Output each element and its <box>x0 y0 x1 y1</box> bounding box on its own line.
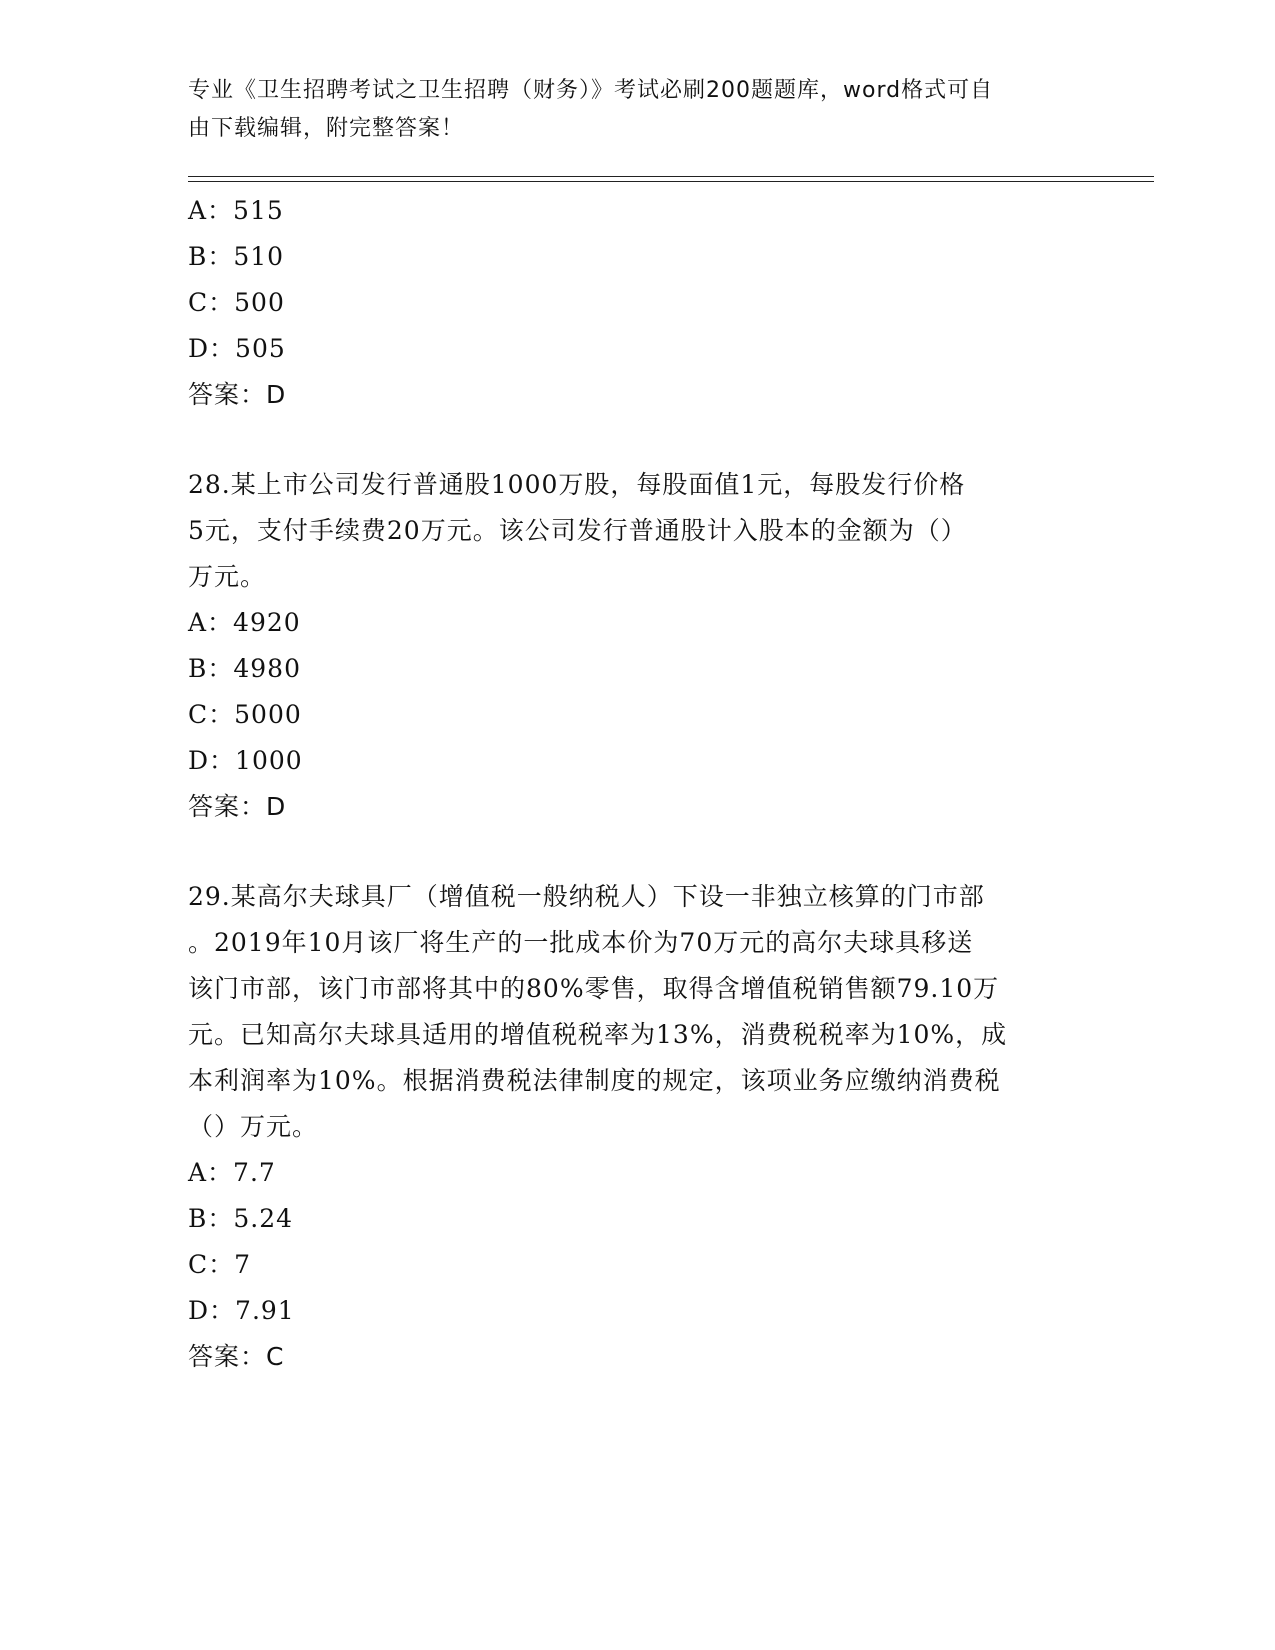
option-b: B：5.24 <box>188 1204 294 1233</box>
option-a: A：515 <box>188 196 284 225</box>
answer-line: 答案：D <box>188 792 287 821</box>
question-text-line: 5元，支付手续费20万元。该公司发行普通股计入股本的金额为（） <box>188 516 967 545</box>
option-b: B：510 <box>188 242 285 271</box>
option-c: C：500 <box>188 288 285 317</box>
question-text-line: 元。已知高尔夫球具适用的增值税税率为13%，消费税税率为10%，成 <box>188 1020 1008 1049</box>
header-line-1: 专业《卫生招聘考试之卫生招聘（财务）》考试必刷200题题库，word格式可自 <box>188 78 994 103</box>
option-b: B：4980 <box>188 654 301 683</box>
question-block-28 <box>188 462 1088 830</box>
option-a: A：4920 <box>188 608 301 637</box>
question-block-29 <box>188 874 1088 1380</box>
option-d: D：505 <box>188 334 286 363</box>
document-header <box>188 72 1088 148</box>
question-text-line: 该门市部，该门市部将其中的80%零售，取得含增值税销售额79.10万 <box>188 974 1000 1003</box>
option-c: C：5000 <box>188 700 302 729</box>
question-text-line: 28.某上市公司发行普通股1000万股，每股面值1元，每股发行价格 <box>188 470 966 499</box>
question-text-line: 本利润率为10%。根据消费税法律制度的规定，该项业务应缴纳消费税 <box>188 1066 1001 1095</box>
option-a: A：7.7 <box>188 1158 276 1187</box>
question-block-27 <box>188 188 1088 418</box>
header-divider-top <box>188 176 1154 177</box>
header-divider-bottom <box>188 181 1154 182</box>
spacer <box>188 830 1088 874</box>
document-body <box>188 188 1088 1380</box>
question-text-line: 万元。 <box>188 562 267 591</box>
option-c: C：7 <box>188 1250 252 1279</box>
spacer <box>188 418 1088 462</box>
option-d: D：7.91 <box>188 1296 295 1325</box>
header-line-2: 由下载编辑，附完整答案！ <box>188 116 465 141</box>
question-text-line: 。2019年10月该厂将生产的一批成本价为70万元的高尔夫球具移送 <box>188 928 974 957</box>
option-d: D：1000 <box>188 746 303 775</box>
answer-line: 答案：C <box>188 1342 285 1371</box>
question-text-line: 29.某高尔夫球具厂（增值税一般纳税人）下设一非独立核算的门市部 <box>188 882 985 911</box>
answer-line: 答案：D <box>188 380 287 409</box>
question-text-line: （）万元。 <box>188 1112 319 1141</box>
